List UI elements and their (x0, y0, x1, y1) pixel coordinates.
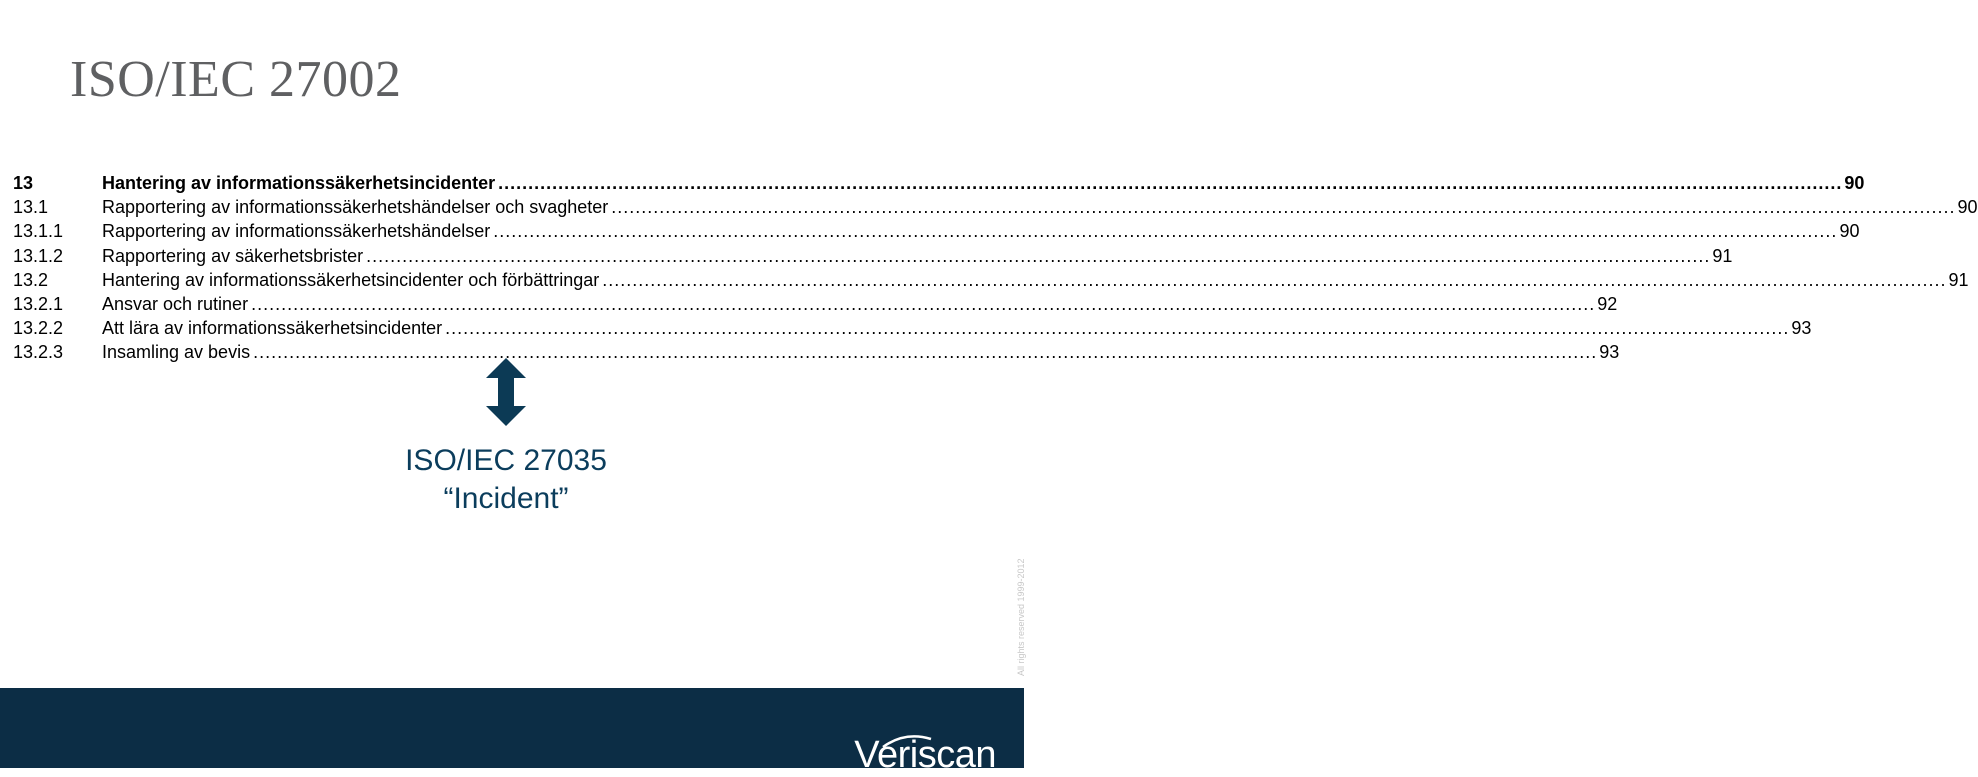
toc-page: 90 (1957, 197, 1978, 218)
toc-leader-dots (602, 268, 1946, 292)
toc-title: Rapportering av informationssäkerhetshändelser och svagheter (102, 197, 609, 218)
toc-leader-dots (611, 195, 1955, 219)
reference-standard (356, 442, 656, 518)
toc-row (13, 292, 1618, 316)
toc-number: 13.2.1 (13, 293, 64, 314)
toc-page: 91 (1948, 269, 1969, 290)
toc-leader-dots (366, 244, 1710, 268)
toc-title: Rapportering av informationssäkerhetshändelser (102, 221, 491, 242)
toc-number: 13.2.2 (13, 318, 64, 339)
toc-page: 90 (1839, 221, 1860, 242)
toc-number: 13.1.1 (13, 221, 64, 242)
toc-leader-dots (498, 171, 1842, 195)
toc-page: 90 (1844, 173, 1865, 193)
toc-page: 93 (1599, 342, 1620, 363)
toc-number: 13 (13, 173, 34, 193)
toc-leader-dots (445, 316, 1789, 340)
toc-row (13, 195, 1978, 219)
double-vertical-arrow-icon (484, 358, 528, 426)
toc-number: 13.2.3 (13, 342, 64, 363)
toc-number: 13.2 (13, 269, 49, 290)
slide-title: ISO/IEC 27002 (70, 51, 402, 108)
toc-page: 93 (1791, 318, 1812, 339)
toc-leader-dots (493, 219, 1837, 243)
toc-page: 91 (1712, 245, 1733, 266)
toc-title: Insamling av bevis (102, 342, 251, 363)
toc-number: 13.1.2 (13, 245, 64, 266)
toc-title: Hantering av informationssäkerhetsincidenter (102, 173, 496, 193)
toc-leader-dots (251, 292, 1595, 316)
veriscan-logo: Veriscan (854, 734, 996, 776)
toc-title: Ansvar och rutiner (102, 293, 249, 314)
toc-row (13, 316, 1812, 340)
toc-title: Att lära av informationssäkerhetsincidenter (102, 318, 443, 339)
toc-leader-dots (253, 340, 1597, 364)
toc-number: 13.1 (13, 197, 49, 218)
reference-standard-topic: “Incident” (443, 482, 569, 515)
toc-row (13, 171, 1865, 195)
toc-row (13, 219, 1860, 243)
table-of-contents (13, 171, 1978, 365)
toc-page: 92 (1597, 293, 1618, 314)
toc-title: Hantering av informationssäkerhetsincidenter och förbättringar (102, 269, 600, 290)
toc-row (13, 244, 1733, 268)
toc-row (13, 268, 1969, 292)
reference-standard-name: ISO/IEC 27035 (405, 444, 607, 477)
toc-title: Rapportering av säkerhetsbrister (102, 245, 364, 266)
copyright-notice: All rights reserved 1999-2012 (1016, 558, 1026, 676)
